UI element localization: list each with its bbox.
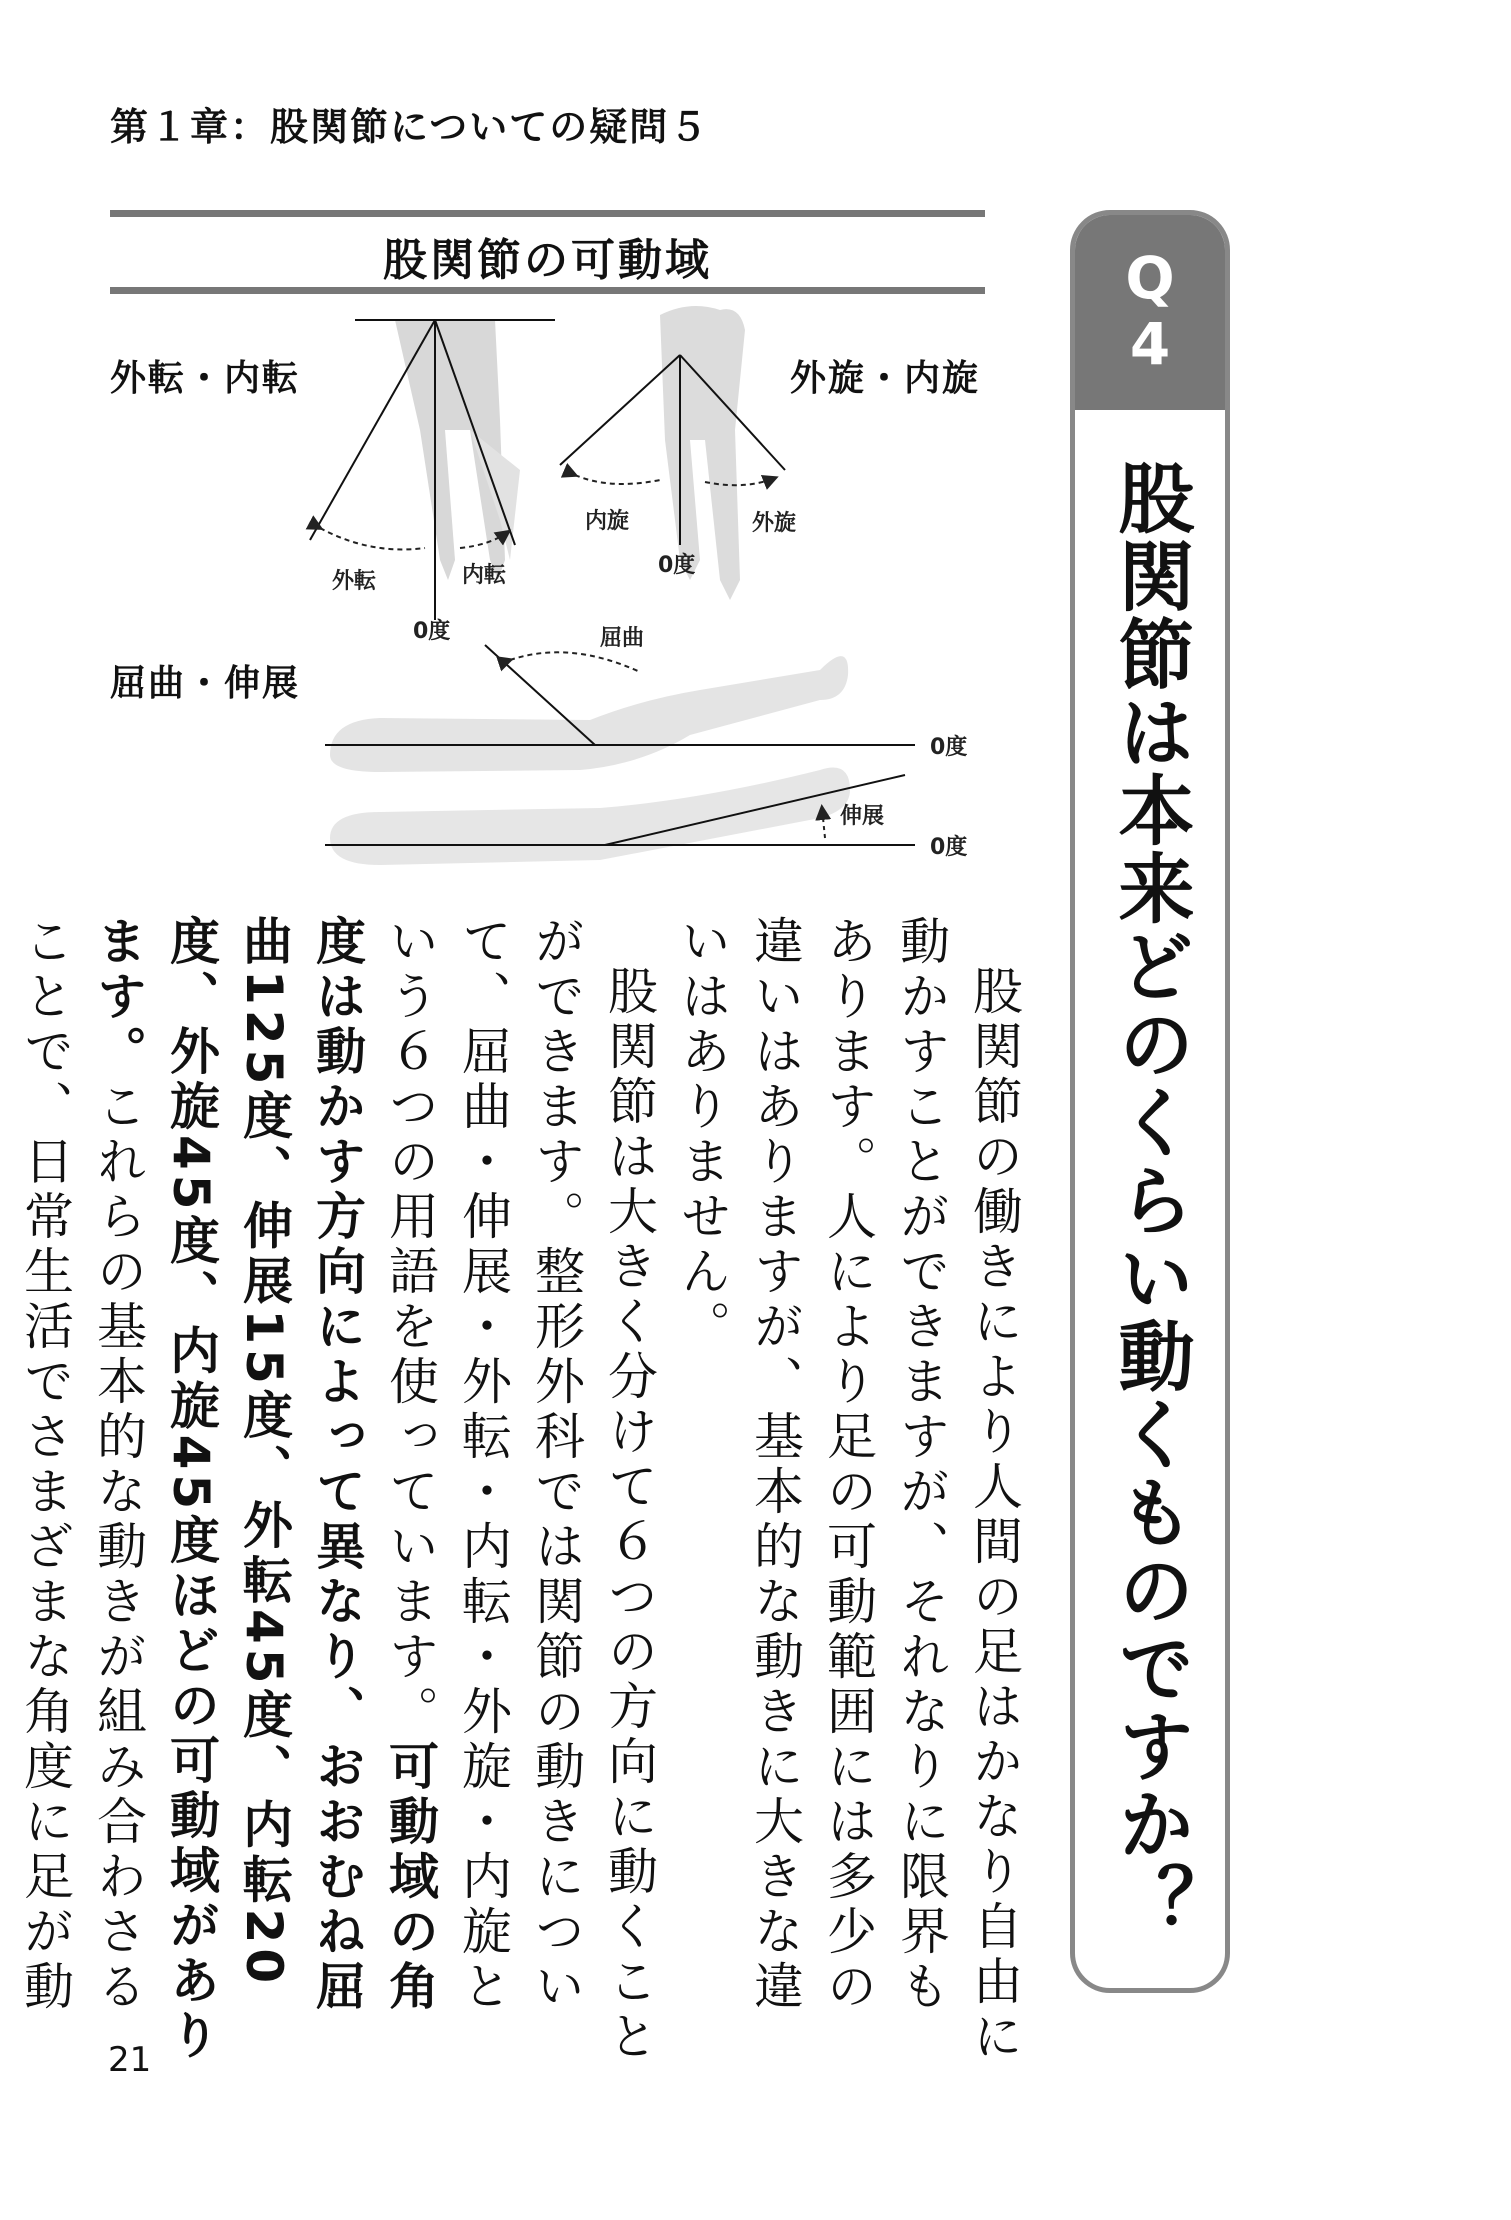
rotation-label: 外旋・内旋 [790, 358, 981, 399]
question-box [1070, 210, 1230, 1993]
body-text [16, 915, 1030, 2065]
question-number-badge [1075, 215, 1225, 410]
body-paragraph-2 [0, 915, 665, 2065]
question-letter: Q [1125, 244, 1175, 312]
flexion-text: 屈曲 [600, 626, 645, 651]
body-paragraph-1: 股関節の働きにより人間の足はかなり自由に動かすことができますが、それなりに限界もあります。人により足の可動範囲には多少の違いはありますが、基本的な動きに大きな違いはありません。 [673, 915, 1023, 2065]
body-extension-figure [330, 768, 850, 866]
internal-rotation-line [560, 355, 680, 465]
body-paragraph-2a: 股関節は大きく分けて６つの方向に動くことができます。整形外科では関節の動きについて、屈曲・伸展・外転・内転・外旋・内旋という６つの用語を使っています。 [381, 915, 658, 2065]
page-number: 21 [108, 2040, 152, 2080]
body-paragraph-2b: 可動域の角度は動かす方向によって異なり、おおむね屈曲125度、伸展15度、外転45度、内転20度、外旋45度、内旋45度ほどの可動域があります。 [89, 915, 439, 2065]
abduction-adduction-label: 外転・内転 [110, 358, 301, 399]
figure-title: 股関節の可動域 [383, 235, 712, 286]
chapter-header: 第１章：股関節についての疑問５ [110, 105, 710, 149]
abduction-arrow [320, 528, 425, 549]
external-rotation-text: 外旋 [752, 511, 797, 536]
body-paragraph-2c: これらの基本的な動きが組み合わさることで、日常生活でさまざまな角度に足が動 [16, 915, 147, 2015]
internal-rotation-arrow [575, 475, 660, 484]
flexion-extension-label: 屈曲・伸展 [110, 663, 301, 704]
extension-zero-text: 0度 [930, 835, 968, 860]
question-title: 股関節は本来どのくらい動くものですか？ [1106, 459, 1195, 1941]
rot-zero-text: 0度 [658, 553, 696, 578]
flexion-zero-text: 0度 [930, 735, 968, 760]
body-flexion-figure [330, 656, 848, 772]
extension-text: 伸展 [840, 804, 885, 829]
adduction-text: 内転 [462, 563, 507, 588]
abduction-text: 外転 [332, 569, 377, 594]
range-of-motion-diagram [0, 0, 1000, 900]
flexion-arrow [510, 652, 640, 672]
abduction-line [310, 320, 435, 540]
abd-zero-text: 0度 [413, 619, 451, 644]
internal-rotation-text: 内旋 [585, 509, 630, 534]
question-number: 4 [1129, 310, 1171, 378]
